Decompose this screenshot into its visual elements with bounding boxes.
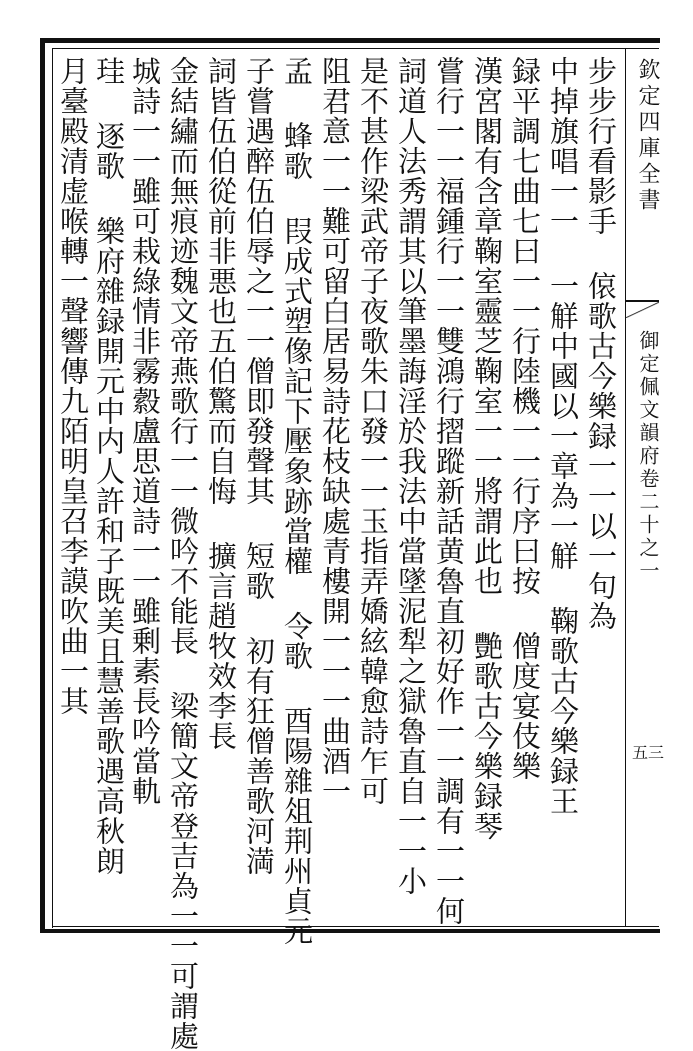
text-column-4: 漢宮閣有含章鞠室靈芝鞠室一一將謂此也 艷歌古今樂録琴 bbox=[470, 56, 504, 841]
text-column-8: 阻君意一一難可留白居易詩花枝缺處青樓開一一一曲酒一 bbox=[318, 56, 352, 806]
margin-page-number: 五三 bbox=[632, 743, 665, 762]
frame-inner-rule bbox=[52, 48, 53, 928]
text-column-1: 步步行看影手 偯歌古今樂録一一以一句為 bbox=[584, 56, 618, 631]
text-column-15: 月臺殿清虚喉轉一聲響傳九陌明皇召李謨吹曲一其 bbox=[56, 56, 90, 716]
text-column-11: 詞皆伍伯從前非悪也五伯驚而自悔 擴言趙牧效李長 bbox=[204, 56, 238, 751]
fish-tail-mark bbox=[625, 300, 659, 324]
margin-separator bbox=[625, 48, 626, 926]
margin-volume-title: 御定佩文韻府卷二十之一 bbox=[636, 330, 660, 583]
text-column-6: 詞道人法秀謂其以筆墨誨淫於我法中當墜泥犁之獄魯直自一一小 bbox=[394, 56, 428, 896]
text-column-3: 録平調七曲七曰一一行陸機一一行序曰按 僧度宴伎樂 bbox=[508, 56, 542, 781]
text-column-13: 城詩一一雖可栽綠情非霧縠盧思道詩一一雖剰素長吟當軌 bbox=[128, 56, 162, 806]
frame-bottom-rule bbox=[52, 926, 659, 927]
text-column-12: 金結繡而無痕迹魏文帝燕歌行一一微吟不能長 梁簡文帝登吉為一一可謂處 bbox=[166, 56, 200, 1051]
text-column-14: 珪 逐歌 樂府雜録開元中内人許和子既美且慧善歌遇高秋朗 bbox=[92, 56, 126, 876]
text-column-10: 子嘗遇醉伍伯辱之一一僧即發聲其 短歌 初有狂僧善歌河満 bbox=[242, 56, 276, 876]
frame-top-rule bbox=[52, 48, 659, 49]
margin-book-title: 欽定四庫全書 bbox=[635, 58, 660, 214]
text-column-7: 是不甚作梁武帝子夜歌朱口發一一玉指弄嬌絃韓愈詩乍可 bbox=[356, 56, 390, 806]
text-column-9: 孟 蜂歌 叚成式塑像記下壓象跡當權 令歌 酉陽雜俎荆州貞元 bbox=[280, 56, 314, 946]
text-column-5: 嘗行一一福鍾行一一雙鴻行摺蹤新話黄魯直初好作一一調有一一何 bbox=[432, 56, 466, 926]
text-column-2: 中掉旗唱一一 一觧中國以一章為一觧 鞠歌古今樂録王 bbox=[546, 56, 580, 816]
